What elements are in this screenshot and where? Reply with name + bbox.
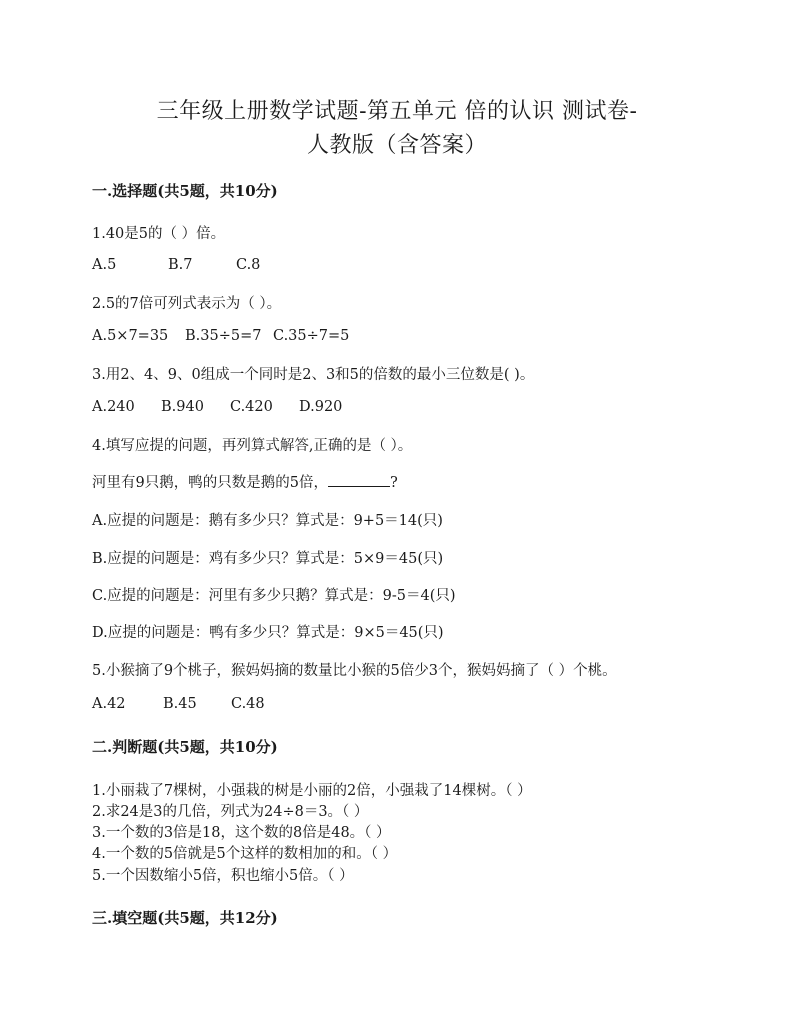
question-4-option-b: B.应提的问题是：鸡有多少只？算式是：5×9＝45(只) — [92, 551, 444, 567]
document-title-line1: 三年级上册数学试题-第五单元 倍的认识 测试卷- — [156, 99, 638, 124]
option-b: B.45 — [163, 696, 197, 712]
question-3-options — [92, 399, 342, 415]
option-d: D.920 — [299, 399, 343, 415]
question-2-options — [92, 328, 349, 344]
option-b: B.35÷5=7 — [185, 328, 262, 344]
section-heading-fill-in: 三.填空题(共5题，共12分) — [92, 909, 278, 927]
question-5: 5.小猴摘了9个桃子，猴妈妈摘的数量比小猴的5倍少3个，猴妈妈摘了（ ）个桃。 — [92, 663, 617, 679]
question-5-options — [92, 696, 265, 712]
section-heading-judgement: 二.判断题(共5题，共10分) — [92, 738, 278, 756]
judgement-4: 4.一个数的5倍就是5个这样的数相加的和。（ ） — [92, 846, 398, 862]
document-title-line2: 人教版（含答案） — [306, 133, 487, 158]
judgement-2: 2.求24是3的几倍，列式为24÷8＝3。（ ） — [92, 804, 369, 820]
option-c: C.8 — [236, 257, 261, 273]
judgement-5: 5.一个因数缩小5倍，积也缩小5倍。（ ） — [92, 868, 354, 884]
option-a: A.5 — [92, 257, 117, 273]
question-4: 4.填写应提的问题，再列算式解答,正确的是（ ）。 — [92, 438, 413, 454]
question-4-option-d: D.应提的问题是：鸭有多少只？算式是：9×5＝45(只) — [92, 625, 444, 641]
option-c: C.48 — [231, 696, 265, 712]
question-4-context-text: 河里有9只鹅，鸭的只数是鹅的5倍， — [92, 475, 328, 491]
question-3: 3.用2、4、9、0组成一个同时是2、3和5的倍数的最小三位数是( )。 — [92, 367, 535, 383]
question-4-option-a: A.应提的问题是：鹅有多少只？算式是：9+5＝14(只) — [92, 513, 443, 529]
option-a: A.42 — [92, 696, 126, 712]
judgement-1: 1.小丽栽了7棵树，小强栽的树是小丽的2倍，小强栽了14棵树。（ ） — [92, 783, 532, 799]
answer-blank — [328, 474, 390, 487]
question-1: 1.40是5的（ ）倍。 — [92, 226, 226, 242]
option-a: A.240 — [92, 399, 135, 415]
option-b: B.940 — [161, 399, 204, 415]
option-b: B.7 — [168, 257, 193, 273]
option-a: A.5×7=35 — [92, 328, 169, 344]
question-2: 2.5的7倍可列式表示为（ ）。 — [92, 296, 282, 312]
option-c: C.420 — [230, 399, 273, 415]
judgement-3: 3.一个数的3倍是18，这个数的8倍是48。（ ） — [92, 825, 391, 841]
question-4-context — [92, 471, 398, 492]
section-heading-choice: 一.选择题(共5题，共10分) — [92, 182, 278, 200]
question-1-options — [92, 257, 260, 273]
question-4-context-end: ? — [389, 475, 398, 491]
question-4-option-c: C.应提的问题是：河里有多少只鹅？算式是：9-5＝4(只) — [92, 588, 456, 604]
option-c: C.35÷7=5 — [273, 328, 350, 344]
